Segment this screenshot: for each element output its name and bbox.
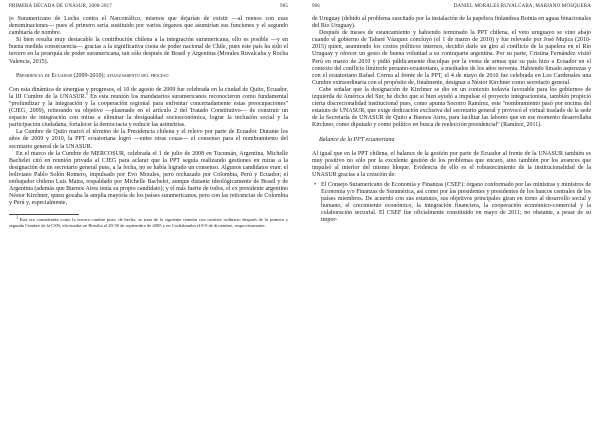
left-page-body — [9, 16, 288, 229]
left-paragraph-3 — [9, 87, 288, 130]
left-paragraph-4: La Cumbre de Quito marcó el término de la Presidencia chilena y el relevo por parte de Ecuador. Durante los años de 2009 y 2010, la PPT ecuatoriana logró —entre otras cosas— el consenso para el nombramiento del secretario general de la UNASUR. — [9, 129, 288, 150]
right-page-body — [312, 16, 591, 225]
list-item-text: El Consejo Suramericano de Economía y Finanzas (CSEF): órgano conformado por las ministras y ministros de Economía y/o Finanzas de Suramérica, así como por las presidentes y presidentes de los bancos centrales de los países miembros. De acuerdo con sus estatutos, sus objetivos principales giran en torno al desarrollo social y humano, el crecimiento económico, la integración financiera, la cooperación económico-comercial y la colaboración sectorial. El CSEF fue oficialmente constituido en mayo de 2011; no obstante, a pesar de su impor- — [321, 181, 591, 224]
left-running-head-title: PRIMERA DÉCADA DE UNASUR, 2008-2017 — [9, 4, 112, 9]
right-paragraph-2: Después de meses de estancamiento y habiendo terminado la PPT chilena, el veto uruguayo se vino abajo cuando el gobierno de Tabaré Vázquez concluyó (el 1 de marzo de 2010) y fue relevado por José Mujica (2010-2015) quien, asumiendo los costos políticos internos, decidió darle un giro al conflicto de la papelera en el Río Uruguay y ofrecer un gesto de buena voluntad a su contraparte argentina. Por su parte, Cristina Fernández visitó Perú en marzo de 2010 y pidió públicamente disculpas por la venta de armas que su país hizo a Ecuador en el contexto del conflicto limítrofe peruano-ecuatoriano, a mediados de los años noventa. Habiendo limado asperezas y con el ecuatoriano Rafael Correa al frente de la PPT, el 4 de mayo de 2010 fue celebrada en Los Cardenales una Cumbre extraordinaria con el propósito de, finalmente, designar a Néstor Kirchner como secretario general. — [312, 30, 591, 86]
left-paragraph-1: jo Suramericano de Lucha contra el Narcotráfico, mismos que dejarían de existir —al menos con esas denominaciones— pues el primero sería sustituido por varios órganos que asumirían sus funciones y el segundo cambiaría de nombre. — [9, 16, 288, 37]
left-paragraph-3-part-b: En esta reunión los mandatarios suramericanos reconocieron como fundamental "profundizar y la integración y la cooperación regional para enfrentar concertadamente estas preocupaciones" (CJEG, 2009), reiterando su objetivo —plasmado en el artículo 2 del Tratado Constitutivo— de construir un espacio de integración con miras a eliminar la desigualdad socioeconómica, lograr la inclusión social y la participación ciudadana, fortalecer la democracia y reducir las asimetrías. — [9, 93, 288, 129]
section-heading-ecuador: Presidencia de Ecuador (2009-2010): afianzamiento del proceso — [16, 72, 169, 79]
right-page — [312, 0, 591, 431]
footnote-text: Esta era considerada como la tercera cumbre pues, de hecho, se trata de la siguiente reunión con carácter ordinario después de la primera y segunda Cumbre de la CSN, efectuadas en Brasilia el 29-30 de septiembre de 2005 y en Cochabamba el 8-9 de diciembre, respectivamente. — [9, 217, 288, 228]
footnote-number: 3 — [16, 215, 18, 220]
left-paragraph-3-part-a: Con esta dinámica de sinergias y progresos, el 10 de agosto de 2009 fue celebrada en la ciudad de Quito, Ecuador, la III Cumbre de la UNASUR. — [9, 86, 288, 100]
left-page — [9, 0, 288, 431]
footnote-divider — [9, 214, 79, 215]
footnote-reference-3: 3 — [86, 91, 88, 96]
footnote-3 — [9, 217, 288, 228]
left-running-header — [9, 4, 288, 12]
institution-list — [312, 182, 591, 225]
left-paragraph-5: En el marco de la Cumbre de MERCOSUR, celebrada el 1 de julio de 2008 en Tucumán, Argentina, Michelle Bachelet citó en reunión privada al CJEG para aclarar que la PPT seguía realizando gestiones en miras a la designación de un secretario general pues, a la fecha, no se había logrado un consenso. Algunos candidatos eran: el boliviano Pablo Solón Romero, impulsado por Evo Morales, pero rechazado por Colombia, Perú y Ecuador; el embajador chileno Luis Maira, respaldado por Michelle Bachelet, aunque distante ideológicamente de Brasil y de Argentina (además que Buenos Aires tenía su propio candidato); y el más fuerte de todos, el ex presidente argentino Néstor Kirchner, quien gozaba la amplia mayoría de los países suramericanos, pero con las reticencias de Colombia y Perú y, especialmente, — [9, 150, 288, 207]
right-paragraph-1: de Uruguay (debido al problema suscitado por la instalación de la papelera finlandesa Botnia en aguas binacionales del Río Uruguay). — [312, 16, 591, 30]
list-item — [312, 182, 591, 225]
right-running-header — [312, 4, 591, 12]
bullet-icon: • — [314, 181, 317, 188]
left-paragraph-2: Si bien resulta muy destacable la contribución chilena a la integración suramericana, ello es posible —y en buena medida consecuencia— gracias a la significativa cuota de poder nacional de Chile, pues este país ha sido el tercero en la jerarquía de poder suramericana, tan sólo después de Brasil y Argentina (Morales Ruvalcaba y Rocha Valencia, 2015). — [9, 37, 288, 65]
right-running-head-title: DANIEL MORALES RUVALCABA, MARIANO MOSQUERA — [453, 4, 591, 9]
right-paragraph-3: Cabe señalar que la designación de Kirchner se dio en un contexto todavía favorable para los gobiernos de izquierda de América del Sur, he dicho que si bien ayudó a impulsar el proyecto integracionista, también propició cierta discrecionalidad institucional pues, como apunta Socorro Ramírez, este "nombramiento pasó por encima del estatuto de UNASUR, que exige dedicación exclusiva del secretario general y provocó el virtual traslado de la sede de la Secretaría de UNASUR de Quito a Buenos Aires, para facilitar las labores que en ese momento desarrollaba Kirchner, como diputado y como político en busca de reelección presidencial" (Ramírez, 2011). — [312, 86, 591, 129]
right-page-number: 966 — [312, 4, 320, 9]
right-paragraph-4: Al igual que en la PPT chilena, el balance de la gestión por parte de Ecuador al frente de la UNASUR también es muy positivo no sólo por la excelente gestión de los problemas que encaró, sino también por los avances que impulsó al interior del mismo bloque. Evidencia de ello es el robustecimiento de la institucionalidad de la UNASUR gracias a la creación de: — [312, 150, 591, 178]
left-page-number: 965 — [280, 4, 288, 9]
subheading-balance: Balance de la PPT ecuatoriana — [319, 136, 395, 143]
